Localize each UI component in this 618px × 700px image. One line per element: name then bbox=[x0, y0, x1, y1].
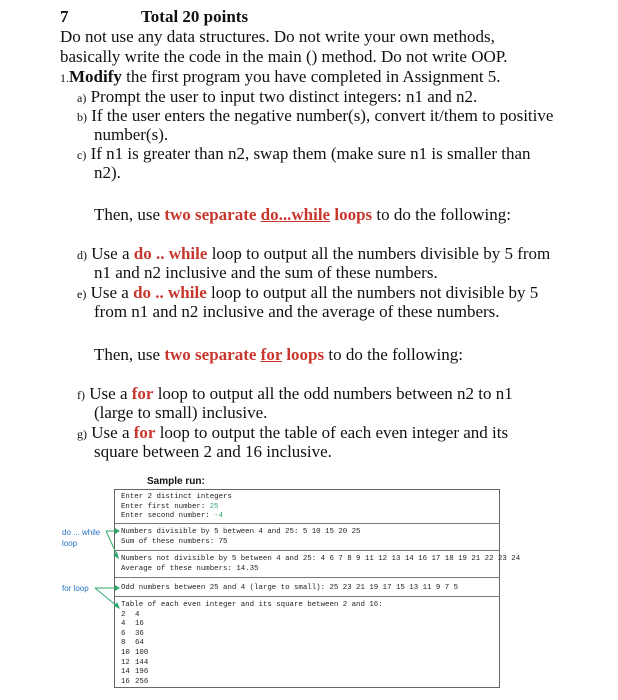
item-f-pre: Use a bbox=[89, 384, 132, 403]
intro-line-2: basically write the code in the main () method. Do not write OOP. bbox=[60, 47, 508, 66]
item-b-line2: number(s). bbox=[94, 125, 169, 144]
annotation-dowhile-line2: loop bbox=[62, 539, 78, 548]
item-d-line2: n1 and n2 inclusive and the sum of these numbers. bbox=[94, 263, 438, 282]
item-1-bold: Modify bbox=[69, 67, 122, 86]
table-integer: 8 bbox=[121, 639, 126, 648]
then-dowhile-red3: loops bbox=[330, 205, 373, 224]
then-dowhile-pre: Then, use bbox=[94, 205, 165, 224]
arrowhead bbox=[114, 602, 120, 609]
arrowhead bbox=[113, 552, 119, 559]
item-e-mid: .. bbox=[151, 283, 169, 302]
table-square: 256 bbox=[135, 677, 149, 686]
input-first: 25 bbox=[209, 502, 219, 511]
item-g-line2: square between 2 and 16 inclusive. bbox=[94, 442, 332, 461]
table-integer: 2 bbox=[121, 610, 126, 619]
table-square: 196 bbox=[135, 668, 149, 677]
then-dowhile-post: to do the following: bbox=[372, 205, 511, 224]
item-e-line2: from n1 and n2 inclusive and the average of these numbers. bbox=[94, 302, 500, 321]
annotation-for: for loop bbox=[62, 584, 89, 593]
prompt-second: Enter second number: bbox=[121, 512, 215, 521]
item-a-label: a) bbox=[77, 91, 87, 105]
question-number: 7 bbox=[60, 7, 69, 26]
table-integer: 16 bbox=[121, 677, 130, 686]
item-d-kw1: do bbox=[133, 244, 152, 263]
table-integer: 10 bbox=[121, 648, 130, 657]
item-1-text: the first program you have completed in Assignment 5. bbox=[121, 67, 501, 86]
item-e-kw1: do bbox=[133, 283, 152, 302]
annotation-dowhile-line1: do ... while bbox=[62, 528, 101, 537]
prompt-first: Enter first number: bbox=[121, 502, 210, 511]
then-for-red1: two separate bbox=[164, 345, 261, 364]
item-f-post: loop to output all the odd numbers between n2 to n1 bbox=[153, 384, 513, 403]
table-square: 64 bbox=[135, 639, 144, 648]
item-f-kw: for bbox=[131, 384, 154, 403]
table-integer: 14 bbox=[121, 668, 130, 677]
divisible-line: Numbers divisible by 5 between 4 and 25: 5 10 15 20 25 bbox=[121, 528, 361, 536]
sample-run-title: Sample run: bbox=[147, 476, 205, 487]
not-divisible-line: Numbers not divisible by 5 between 4 and 25: 4 6 7 8 9 11 12 13 14 16 17 18 19 21 22 23 24 bbox=[121, 555, 521, 563]
arrowhead bbox=[115, 585, 120, 591]
item-e-kw2: while bbox=[168, 283, 207, 302]
item-b-label: b) bbox=[77, 110, 87, 124]
sum-line: Sum of these numbers: 75 bbox=[121, 537, 228, 546]
table-square: 100 bbox=[135, 648, 149, 657]
item-a-text: Prompt the user to input two distinct integers: n1 and n2. bbox=[90, 87, 478, 106]
table-square: 4 bbox=[135, 610, 140, 619]
then-for-post: to do the following: bbox=[324, 345, 463, 364]
item-d-mid: .. bbox=[151, 244, 169, 263]
item-g-label: g) bbox=[77, 427, 87, 441]
item-d-pre: Use a bbox=[91, 244, 134, 263]
table-integer: 12 bbox=[121, 658, 130, 667]
average-line: Average of these numbers: 14.35 bbox=[121, 564, 259, 573]
item-g-pre: Use a bbox=[91, 423, 134, 442]
item-d-kw2: while bbox=[168, 244, 208, 263]
item-c-line2: n2). bbox=[94, 163, 121, 182]
item-f-label: f) bbox=[77, 388, 85, 402]
then-for-pre: Then, use bbox=[94, 345, 165, 364]
arrow-for-to-table bbox=[95, 588, 118, 607]
item-d-label: d) bbox=[77, 248, 87, 262]
item-c-label: c) bbox=[77, 148, 87, 162]
item-g-kw: for bbox=[133, 423, 156, 442]
item-e-label: e) bbox=[77, 287, 87, 301]
item-f-line2: (large to small) inclusive. bbox=[94, 403, 268, 422]
then-dowhile-red1: two separate bbox=[164, 205, 261, 224]
odd-line: Odd numbers between 25 and 4 (large to small): 25 23 21 19 17 15 13 11 9 7 5 bbox=[121, 584, 459, 592]
table-square: 36 bbox=[135, 629, 144, 638]
table-integer: 6 bbox=[121, 629, 126, 638]
prompt-line-1: Enter 2 distinct integers bbox=[121, 493, 232, 501]
item-e-post: loop to output all the numbers not divisible by 5 bbox=[206, 283, 539, 302]
item-1-label: 1. bbox=[60, 71, 69, 85]
item-b-line1: If the user enters the negative number(s), convert it/them to positive bbox=[91, 106, 554, 125]
item-c-line1: If n1 is greater than n2, swap them (make sure n1 is smaller than bbox=[90, 144, 531, 163]
arrowhead bbox=[115, 528, 120, 534]
total-points: Total 20 points bbox=[141, 7, 249, 26]
then-dowhile-keyword: do...while bbox=[260, 205, 331, 224]
item-e-pre: Use a bbox=[90, 283, 134, 302]
then-for-keyword: for bbox=[260, 345, 283, 364]
table-square: 144 bbox=[135, 658, 149, 667]
item-d-post: loop to output all the numbers divisible by 5 from bbox=[207, 244, 551, 263]
input-second: -4 bbox=[214, 512, 224, 521]
table-title: Table of each even integer and its square between 2 and 16: bbox=[121, 601, 383, 609]
table-square: 16 bbox=[135, 620, 144, 629]
intro-line-1: Do not use any data structures. Do not write your own methods, bbox=[60, 27, 495, 46]
item-g-post: loop to output the table of each even integer and its bbox=[155, 423, 509, 442]
then-for-red3: loops bbox=[282, 345, 325, 364]
table-integer: 4 bbox=[121, 620, 126, 629]
